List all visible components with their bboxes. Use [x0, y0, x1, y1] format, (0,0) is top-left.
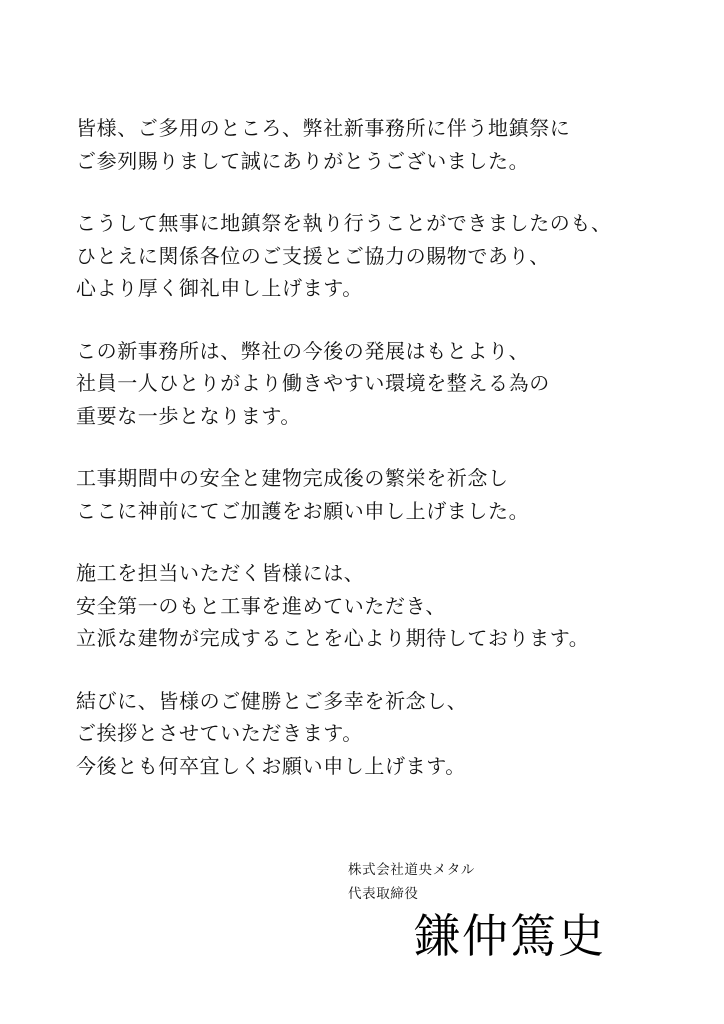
letter-line: 施工を担当いただく皆様には、: [76, 561, 365, 585]
letter-line: 結びに、皆様のご健勝とご多幸を祈念し、: [76, 688, 468, 713]
signer-title: 代表取締役: [348, 886, 419, 902]
letter-line: こうして無事に地鎮祭を執り行うことができましたのも、: [76, 211, 612, 235]
paragraph-construction: [76, 557, 696, 655]
letter-line: ご挨拶とさせていただきます。: [76, 721, 363, 745]
letter-line: ご参列賜りまして誠にありがとうございました。: [76, 148, 530, 173]
paragraph-opening: [76, 112, 696, 177]
signature-block: [348, 858, 668, 963]
company-name: 株式会社道央メタル: [348, 862, 475, 878]
letter-line: 社員一人ひとりがより働きやすい環境を整える為の: [76, 371, 550, 395]
letter-body: [76, 112, 696, 812]
letter-line: 今後とも何卒宜しくお願い申し上げます。: [76, 753, 466, 778]
letter-line: 皆様、ご多用のところ、弊社新事務所に伴う地鎮祭に: [76, 116, 571, 140]
signer-name-signature: 鎌仲篤史: [414, 909, 606, 963]
letter-line: この新事務所は、弊社の今後の発展はもとより、: [76, 338, 530, 363]
letter-line: ひとえに関係各位のご支援とご協力の賜物であり、: [76, 243, 550, 268]
paragraph-prayer: [76, 462, 696, 527]
letter-line: 心より厚く御礼申し上げます。: [76, 276, 363, 300]
letter-line: 立派な建物が完成することを心より期待しております。: [76, 626, 590, 650]
paragraph-office: [76, 335, 696, 433]
letter-line: 安全第一のもと工事を進めていただき、: [76, 593, 446, 618]
paragraph-thanks: [76, 207, 696, 305]
paragraph-closing: [76, 685, 696, 783]
letter-line: 工事期間中の安全と建物完成後の繁栄を祈念し: [76, 466, 509, 490]
letter-line: ここに神前にてご加護をお願い申し上げました。: [76, 498, 530, 523]
letter-line: 重要な一歩となります。: [76, 403, 301, 428]
